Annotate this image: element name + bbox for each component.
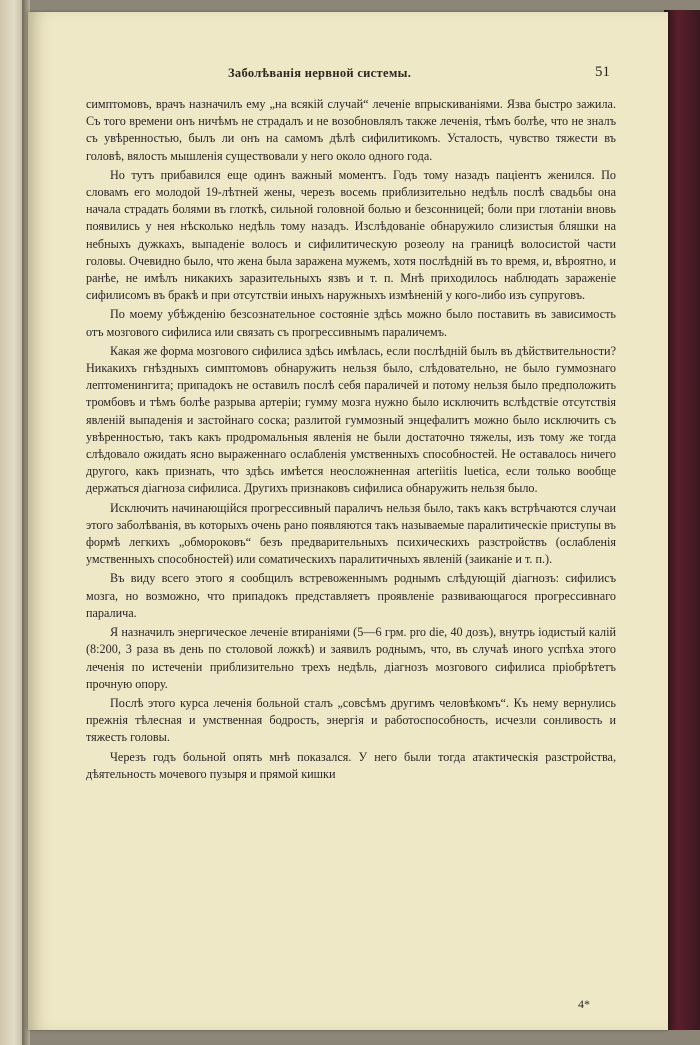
book-cover-edge <box>664 10 700 1030</box>
page-number: 51 <box>595 64 610 80</box>
paragraph: Я назначилъ энергическое леченіе втираніями (5—6 грм. pro die, 40 дозъ), внутрь іодистый калій (8:200, 3 раза въ день по столовой ложкѣ) и заявилъ роднымъ, что, въ случаѣ иного успѣха этого леченія по истеченіи приблизительно трехъ недѣль, діагнозъ мозгового сифилиса пріобрѣтетъ прочную опору. <box>86 625 616 691</box>
signature-mark: 4* <box>578 997 590 1011</box>
paragraph: Послѣ этого курса леченія больной сталъ „совсѣмъ другимъ человѣкомъ“. Къ нему вернулись прежнія тѣлесная и умственная бодрость, энергія и работоспособность, исчезли сонливость и тяжесть головы. <box>86 695 616 745</box>
paragraph: По моему убѣжденію безсознательное состояніе здѣсь можно было поставить въ зависимость отъ мозгового сифилиса или связать съ прогрессивнымъ параличемъ. <box>86 307 616 339</box>
running-title: Заболѣванія нервной системы. <box>228 66 412 80</box>
page-header <box>28 64 668 86</box>
paragraph: Черезъ годъ больной опять мнѣ показался. У него были тогда атактическія разстройства, дѣятельность мочевого пузыря и прямой кишки <box>86 749 616 781</box>
paragraph: Но тутъ прибавился еще одинъ важный моментъ. Годъ тому назадъ паціентъ женился. По словамъ его молодой 19-лѣтней жены, черезъ восемь приблизительно недѣль послѣ свадьбы она начала страдать болями въ глоткѣ, сильной головной болью и безсонницей; боли при глотаніи вновь появились у нея нѣсколько недѣль тому назадъ. Изслѣдованіе обнаружило слизистыя бляшки на небныхъ дужкахъ, выпаденіе волосъ и сифилитическую розеолу на границѣ волосистой части головы. Очевидно было, что жена была заражена мужемъ, хотя послѣдній въ то время, и, вѣроятно, и ранѣе, не имѣлъ никакихъ заразительныхъ язвъ и т. п. Мнѣ приходилось наблюдать зараженіе сифилисомъ въ бракѣ и при отсутствіи иныхъ наружныхъ измѣненій у кого-либо изъ супруговъ. <box>86 167 616 303</box>
paragraph: симптомовъ, врачъ назначилъ ему „на всякій случай“ леченіе впрыскиваніями. Язва быстро зажила. Съ того времени онъ ничѣмъ не страдалъ и не возобновлялъ также леченія, тѣмъ болѣе, что не зналъ съ увѣренностью, былъ ли онъ на самомъ дѣлѣ сифилитикомъ. Усталость, чувство тяжести въ головѣ, вялость мышленія существовали у него около одного года. <box>86 97 616 163</box>
body-text <box>86 96 616 785</box>
paragraph: Какая же форма мозгового сифилиса здѣсь имѣлась, если послѣдній былъ въ дѣйствительности? Никакихъ гнѣздныхъ симптомовъ обнаружить нельзя было, слѣдовательно, не было гуммознаго лептоменингита; припадокъ не оставилъ послѣ себя параличей и потому нельзя было предположить тромбовъ и тѣмъ болѣе разрыва артеріи; гумму мозга нужно было исключить вслѣдствіе отсутствія явленій выпаденія и застойнаго соска; разлитой гуммозный энцефалитъ можно было исключить съ увѣренностью, такъ какъ продромальныя явленія не были достаточно тяжелы, изъ тому же тогда слѣдовало ожидать ясно выраженнаго ослабленія умственныхъ способностей. Не оставалось ничего другого, какъ признать, что здѣсь имѣется неосложненная arteriitis luetica, если только вообще держаться діагноза сифилиса. Другихъ признаковъ сифилиса обнаружить нельзя было. <box>86 343 616 496</box>
book-page <box>28 12 668 1030</box>
paragraph: Въ виду всего этого я сообщилъ встревоженнымъ роднымъ слѣдующій діагнозъ: сифилисъ мозга, но возможно, что припадокъ представляетъ проявленіе развивающагося прогрессивнаго паралича. <box>86 571 616 620</box>
paragraph: Исключить начинающійся прогрессивный параличъ нельзя было, такъ какъ встрѣчаются случаи этого заболѣванія, въ которыхъ очень рано появляются такъ называемые паралитическіе приступы въ формѣ легкихъ „обмороковъ“ безъ предварительныхъ психическихъ разстройствъ (ослабленія умственныхъ способностей) или соматическихъ паралитичныхъ явленій (заиканіе и т. п.). <box>86 500 616 567</box>
